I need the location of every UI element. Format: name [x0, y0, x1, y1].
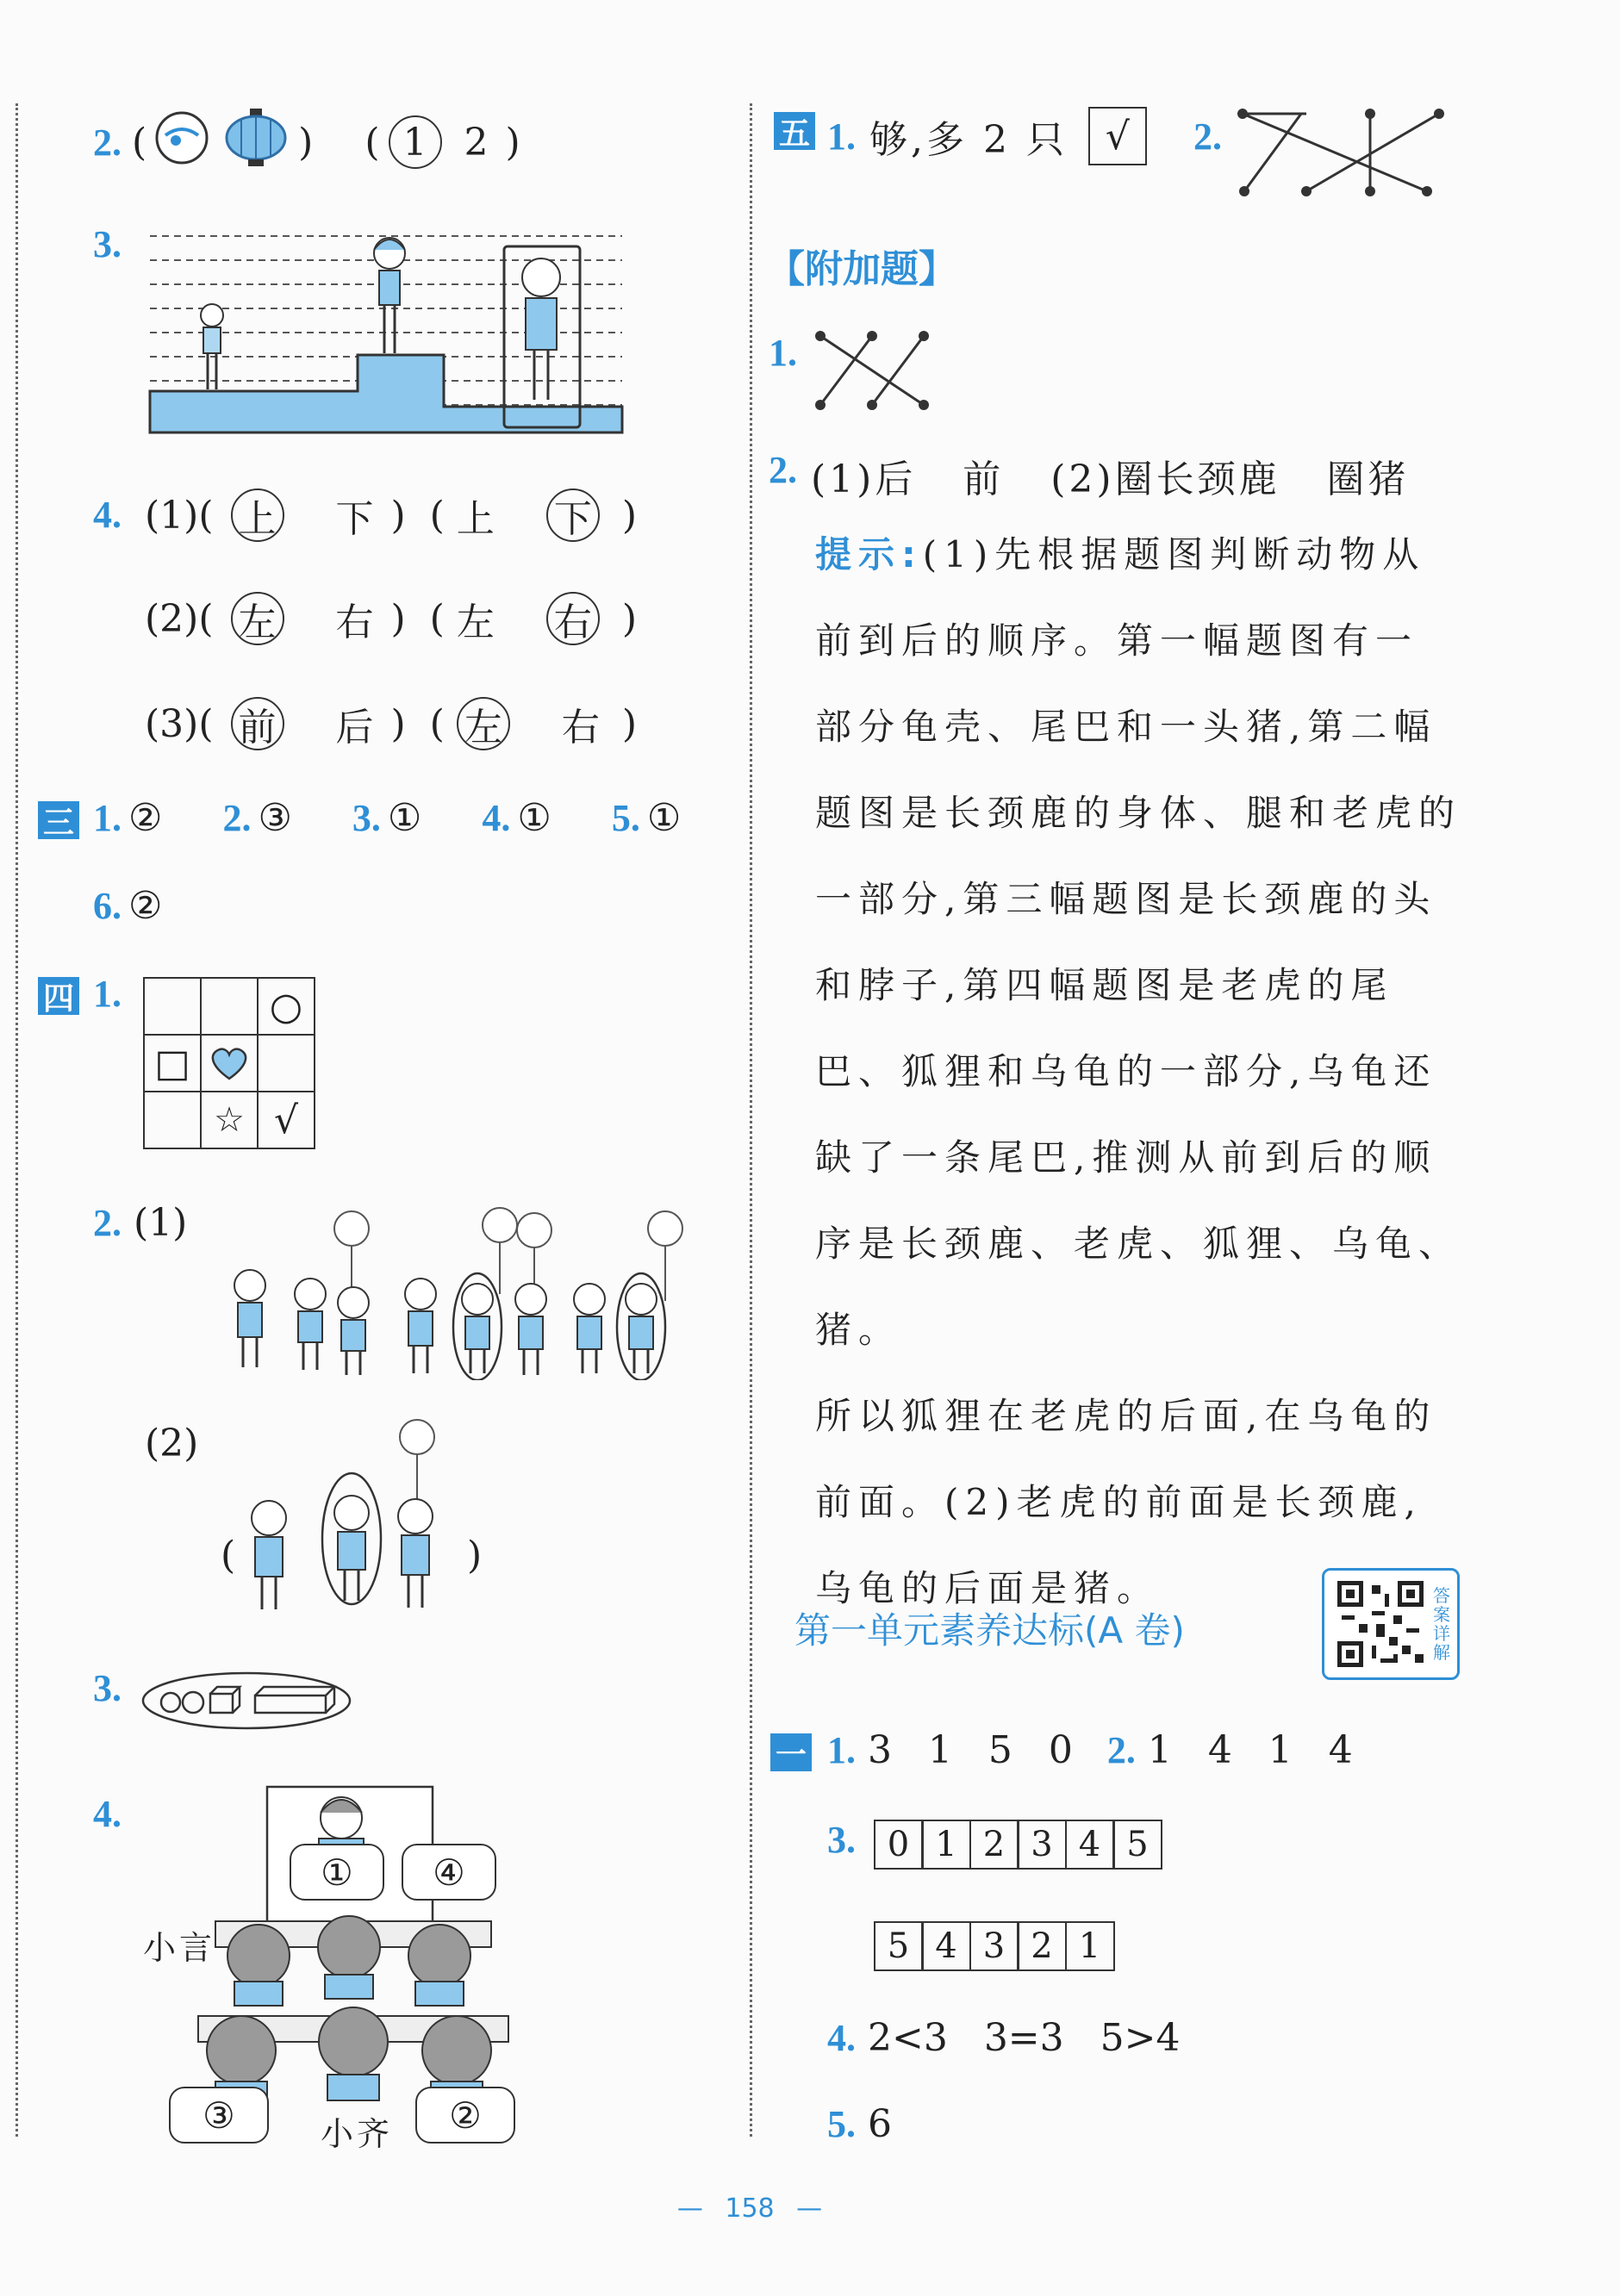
- sec1-q3-number: 3.: [827, 1819, 856, 1861]
- seat-box-1: ①: [290, 1844, 384, 1901]
- section-tag-1: 一: [770, 1733, 812, 1771]
- hint-line: 题图是长颈鹿的身体、腿和老虎的: [815, 792, 1462, 834]
- hint-line: 提示:(1)先根据题图判断动物从: [815, 533, 1426, 576]
- hint-line: 部分龟壳、尾巴和一头猪,第二幅: [815, 706, 1437, 748]
- hint-paragraph: [815, 512, 1470, 1632]
- circled-answer: 上: [231, 488, 284, 542]
- children-row-figure: [215, 1199, 689, 1380]
- number-boxes-descending: 5 4 3 2 1: [875, 1921, 1115, 1971]
- seat-box-3: ③: [169, 2087, 269, 2144]
- q4-row-2: (2)( 左 右 ) ( 左 右 ): [145, 591, 637, 646]
- matching-lines-figure: [1232, 103, 1448, 198]
- sec4-q1-number: 1.: [93, 973, 122, 1015]
- paren: (: [132, 120, 147, 165]
- hint-line: 一部分,第三幅题图是长颈鹿的头: [815, 878, 1437, 920]
- extra-title: 【附加题】: [767, 247, 956, 291]
- paren-open: (: [221, 1534, 236, 1577]
- symbol-grid: [143, 977, 319, 1153]
- left-q4-number: 4.: [93, 494, 122, 536]
- sec4-q4-number: 4.: [93, 1793, 122, 1835]
- ball-icon: [153, 109, 210, 176]
- circled-answer: 前: [231, 697, 284, 750]
- paren-close: ): [467, 1534, 483, 1577]
- sec3-answers: 1. ② 2. ③ 3. ① 4. ① 5. ①: [93, 796, 682, 840]
- shapes-oval-figure: [140, 1668, 355, 1733]
- square-symbol: □: [143, 1034, 202, 1092]
- circled-answer: 左: [457, 697, 510, 750]
- sec1-q4: 4. 2<3 3=3 5>4: [827, 2016, 1181, 2060]
- star-symbol: ☆: [200, 1091, 259, 1149]
- hint-line: 序是长颈鹿、老虎、狐狸、乌龟、猪。: [815, 1223, 1462, 1351]
- hint-line: 所以狐狸在老虎的后面,在乌龟的: [815, 1395, 1437, 1437]
- sec4-q2-part2: (2): [145, 1422, 199, 1465]
- paren: ): [505, 120, 520, 165]
- hint-line: 和脖子,第四幅题图是老虎的尾: [815, 964, 1394, 1006]
- page-number: — 158 —: [676, 2193, 823, 2224]
- hint-line: 前到后的顺序。第一幅题图有一: [815, 619, 1419, 662]
- sec4-q3-number: 3.: [93, 1667, 122, 1709]
- choice: 2: [464, 120, 489, 165]
- heart-icon: [200, 1034, 259, 1092]
- hint-line: 乌龟的后面是猪。: [815, 1567, 1161, 1609]
- extra-q2: 2. (1)后 前 (2)圈长颈鹿 圈猪: [769, 449, 1410, 501]
- check-mark: √: [257, 1091, 315, 1149]
- footer-dash: —: [796, 2193, 823, 2224]
- column-divider-dotted-line: [750, 103, 752, 2137]
- circled-answer: 左: [231, 592, 284, 645]
- hint-label: 提示:: [815, 533, 923, 576]
- section-tag-3: 三: [38, 801, 79, 839]
- footer-dash: —: [676, 2193, 703, 2224]
- question-number: 2.: [93, 121, 122, 164]
- sec3-answer-6: 6. ②: [93, 884, 163, 928]
- lantern-icon: [224, 107, 288, 178]
- check-box: √: [1088, 107, 1147, 165]
- circled-choice: 1: [389, 115, 442, 169]
- q4-row-1: (1)( 上 下 ) ( 上 下 ): [145, 488, 637, 543]
- name-label-bottom: 小齐: [321, 2115, 394, 2153]
- seat-box-4: ④: [402, 1844, 496, 1901]
- hint-line: 前面。(2)老虎的前面是长颈鹿,: [815, 1481, 1423, 1523]
- extra-q1-number: 1.: [769, 332, 797, 374]
- unit-title: 第一单元素养达标(A 卷): [794, 1609, 1185, 1652]
- hint-line: 巴、狐狸和乌龟的一部分,乌龟还: [815, 1050, 1437, 1092]
- child-boy: [522, 258, 560, 400]
- left-margin-dotted-line: [16, 103, 18, 2137]
- stairs-figure: [146, 226, 629, 441]
- circled-answer: 下: [546, 488, 600, 542]
- paren: ): [298, 120, 314, 165]
- sec4-q2-label: 2. (1): [93, 1201, 188, 1245]
- sec1-q1-q2: 1. 3 1 5 0 2. 1 4 1 4: [827, 1728, 1353, 1772]
- name-label-left: 小言: [143, 1929, 216, 1967]
- qr-code[interactable]: [1322, 1568, 1460, 1680]
- section-tag-5: 五: [774, 112, 815, 150]
- number-boxes-ascending: 0 1 2 3 4 5: [875, 1820, 1162, 1870]
- extra-q1-lines: [812, 327, 932, 414]
- hint-line: 缺了一条尾巴,推测从前到后的顺: [815, 1136, 1437, 1179]
- seat-box-2: ②: [415, 2087, 515, 2144]
- qr-caption: 答案详解: [1433, 1585, 1450, 1663]
- qr-code-icon: [1333, 1577, 1428, 1671]
- sec5-q1: 1. 够,多 2 只 √ 2.: [827, 107, 1222, 165]
- sec1-q5: 5. 6: [827, 2102, 892, 2146]
- circle-symbol: ○: [257, 977, 315, 1036]
- child-girl: [374, 238, 405, 353]
- child-figures: [234, 1270, 665, 1380]
- left-q3-number: 3.: [93, 223, 122, 265]
- three-children-figure: [233, 1418, 465, 1616]
- circled-answer: 右: [546, 592, 600, 645]
- paren: (: [364, 120, 380, 165]
- section-tag-4: 四: [38, 977, 79, 1015]
- q4-row-3: (3)( 前 后 ) ( 左 右 ): [145, 696, 637, 751]
- left-q2: [93, 112, 520, 172]
- child-small: [201, 304, 223, 389]
